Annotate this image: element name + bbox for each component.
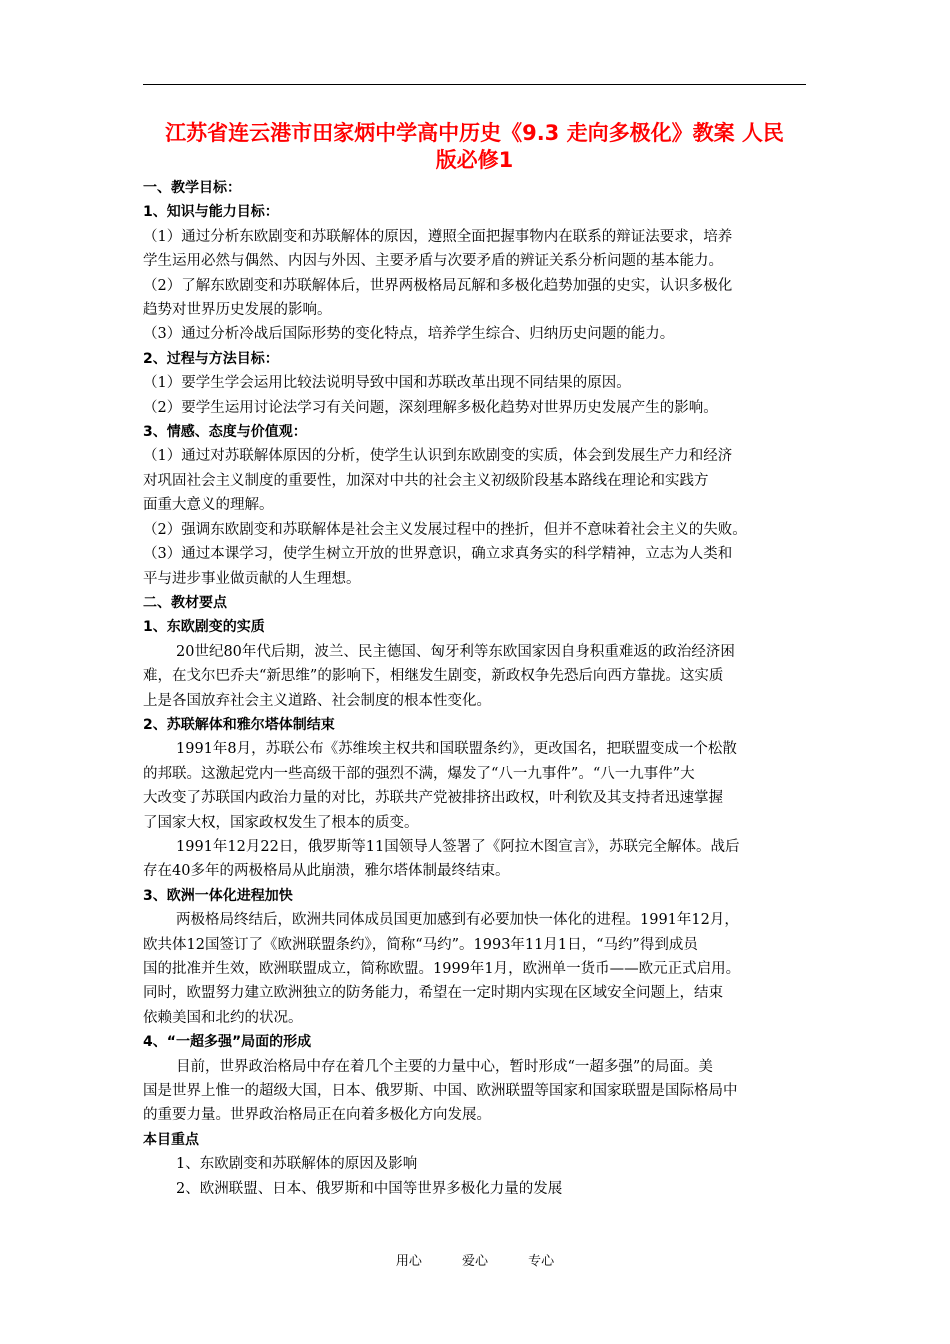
section-heading: 本目重点 <box>143 1131 199 1148</box>
body-line: 1991年8月，苏联公布《苏维埃主权共和国联盟条约》，更改国名，把联盟变成一个松散 <box>176 741 737 758</box>
section-heading: 4、“一超多强”局面的形成 <box>143 1034 312 1051</box>
body-line: 1991年12月22日，俄罗斯等11国领导人签署了《阿拉木图宣言》，苏联完全解体。战后 <box>176 838 740 855</box>
footer-word: 用心 <box>395 1254 422 1269</box>
body-line: 了国家大权，国家政权发生了根本的质变。 <box>143 814 419 831</box>
body-line: 上是各国放弃社会主义道路、社会制度的根本性变化。 <box>143 692 491 709</box>
document-body <box>143 176 808 1201</box>
body-line: （2）了解东欧剧变和苏联解体后，世界两极格局瓦解和多极化趋势加强的史实，认识多极化 <box>143 277 733 294</box>
body-line: （3）通过分析冷战后国际形势的变化特点，培养学生综合、归纳历史问题的能力。 <box>143 326 675 343</box>
section-heading: 2、过程与方法目标： <box>143 350 279 367</box>
section-heading: 一、教学目标： <box>143 180 241 196</box>
body-line: （2）要学生运用讨论法学习有关问题，深刻理解多极化趋势对世界历史发展产生的影响。 <box>143 399 718 416</box>
section-heading: 1、东欧剧变的实质 <box>143 619 265 636</box>
section-heading: 3、情感、态度与价值观： <box>143 424 307 441</box>
body-line: （1）通过对苏联解体原因的分析，使学生认识到东欧剧变的实质，体会到发展生产力和经济 <box>143 448 733 465</box>
body-line: 学生运用必然与偶然、内因与外因、主要矛盾与次要矛盾的辨证关系分析问题的基本能力。 <box>143 253 723 270</box>
header-rule <box>143 84 806 85</box>
document-title <box>143 120 806 174</box>
section-heading: 3、欧洲一体化进程加快 <box>143 887 293 904</box>
page-footer <box>0 1250 950 1269</box>
body-line: 的重要力量。世界政治格局正在向着多极化方向发展。 <box>143 1107 491 1124</box>
title-line-1: 江苏省连云港市田家炳中学高中历史《9.3 走向多极化》教案 人民 <box>165 121 784 145</box>
section-heading: 二、教材要点 <box>143 594 227 611</box>
footer-word: 专心 <box>528 1254 555 1269</box>
body-line: 依赖美国和北约的状况。 <box>143 1009 303 1026</box>
body-line: （2）强调东欧剧变和苏联解体是社会主义发展过程中的挫折，但并不意味着社会主义的失败。 <box>143 521 747 538</box>
body-line: 大改变了苏联国内政治力量的对比，苏联共产党被排挤出政权，叶利钦及其支持者迅速掌握 <box>143 790 723 807</box>
body-line: 2、欧洲联盟、日本、俄罗斯和中国等世界多极化力量的发展 <box>176 1180 563 1197</box>
body-line: 20世纪80年代后期，波兰、民主德国、匈牙利等东欧国家因自身积重难返的政治经济困 <box>176 643 735 660</box>
body-line: 国是世界上惟一的超级大国，日本、俄罗斯、中国、欧洲联盟等国家和国家联盟是国际格局中 <box>143 1083 738 1100</box>
body-line: 难，在戈尔巴乔夫“新思维”的影响下，相继发生剧变，新政权争先恐后向西方靠拢。这实质 <box>143 668 724 685</box>
body-line: 的邦联。这激起党内一些高级干部的强烈不满，爆发了“八一九事件”。“八一九事件”大 <box>143 765 695 782</box>
body-line: 1、东欧剧变和苏联解体的原因及影响 <box>176 1156 418 1173</box>
body-line: 面重大意义的理解。 <box>143 497 274 514</box>
body-line: （1）通过分析东欧剧变和苏联解体的原因，遵照全面把握事物内在联系的辩证法要求，培养 <box>143 228 733 245</box>
body-line: 欧共体12国签订了《欧洲联盟条约》，简称“马约”。1993年11月1日，“马约”得到成员 <box>143 936 698 953</box>
body-line: 对巩固社会主义制度的重要性，加深对中共的社会主义初级阶段基本路线在理论和实践方 <box>143 472 709 489</box>
body-line: 趋势对世界历史发展的影响。 <box>143 302 332 319</box>
body-line: 同时，欧盟努力建立欧洲独立的防务能力，希望在一定时期内实现在区域安全问题上，结束 <box>143 985 723 1002</box>
body-line: 目前，世界政治格局中存在着几个主要的力量中心，暂时形成“一超多强”的局面。美 <box>176 1058 713 1075</box>
body-line: （1）要学生学会运用比较法说明导致中国和苏联改革出现不同结果的原因。 <box>143 375 631 392</box>
body-line: （3）通过本课学习，使学生树立开放的世界意识，确立求真务实的科学精神，立志为人类和 <box>143 546 733 563</box>
body-line: 平与进步事业做贡献的人生理想。 <box>143 570 361 587</box>
body-line: 存在40多年的两极格局从此崩溃，雅尔塔体制最终结束。 <box>143 863 510 880</box>
section-heading: 2、苏联解体和雅尔塔体制结束 <box>143 716 335 733</box>
title-line-2: 版必修1 <box>435 148 514 172</box>
footer-word: 爱心 <box>461 1254 488 1269</box>
section-heading: 1、知识与能力目标： <box>143 204 279 221</box>
body-line: 两极格局终结后，欧洲共同体成员国更加感到有必要加快一体化的进程。1991年12月， <box>176 912 739 929</box>
body-line: 国的批准并生效，欧洲联盟成立，简称欧盟。1999年1月，欧洲单一货币——欧元正式启用。 <box>143 961 741 977</box>
